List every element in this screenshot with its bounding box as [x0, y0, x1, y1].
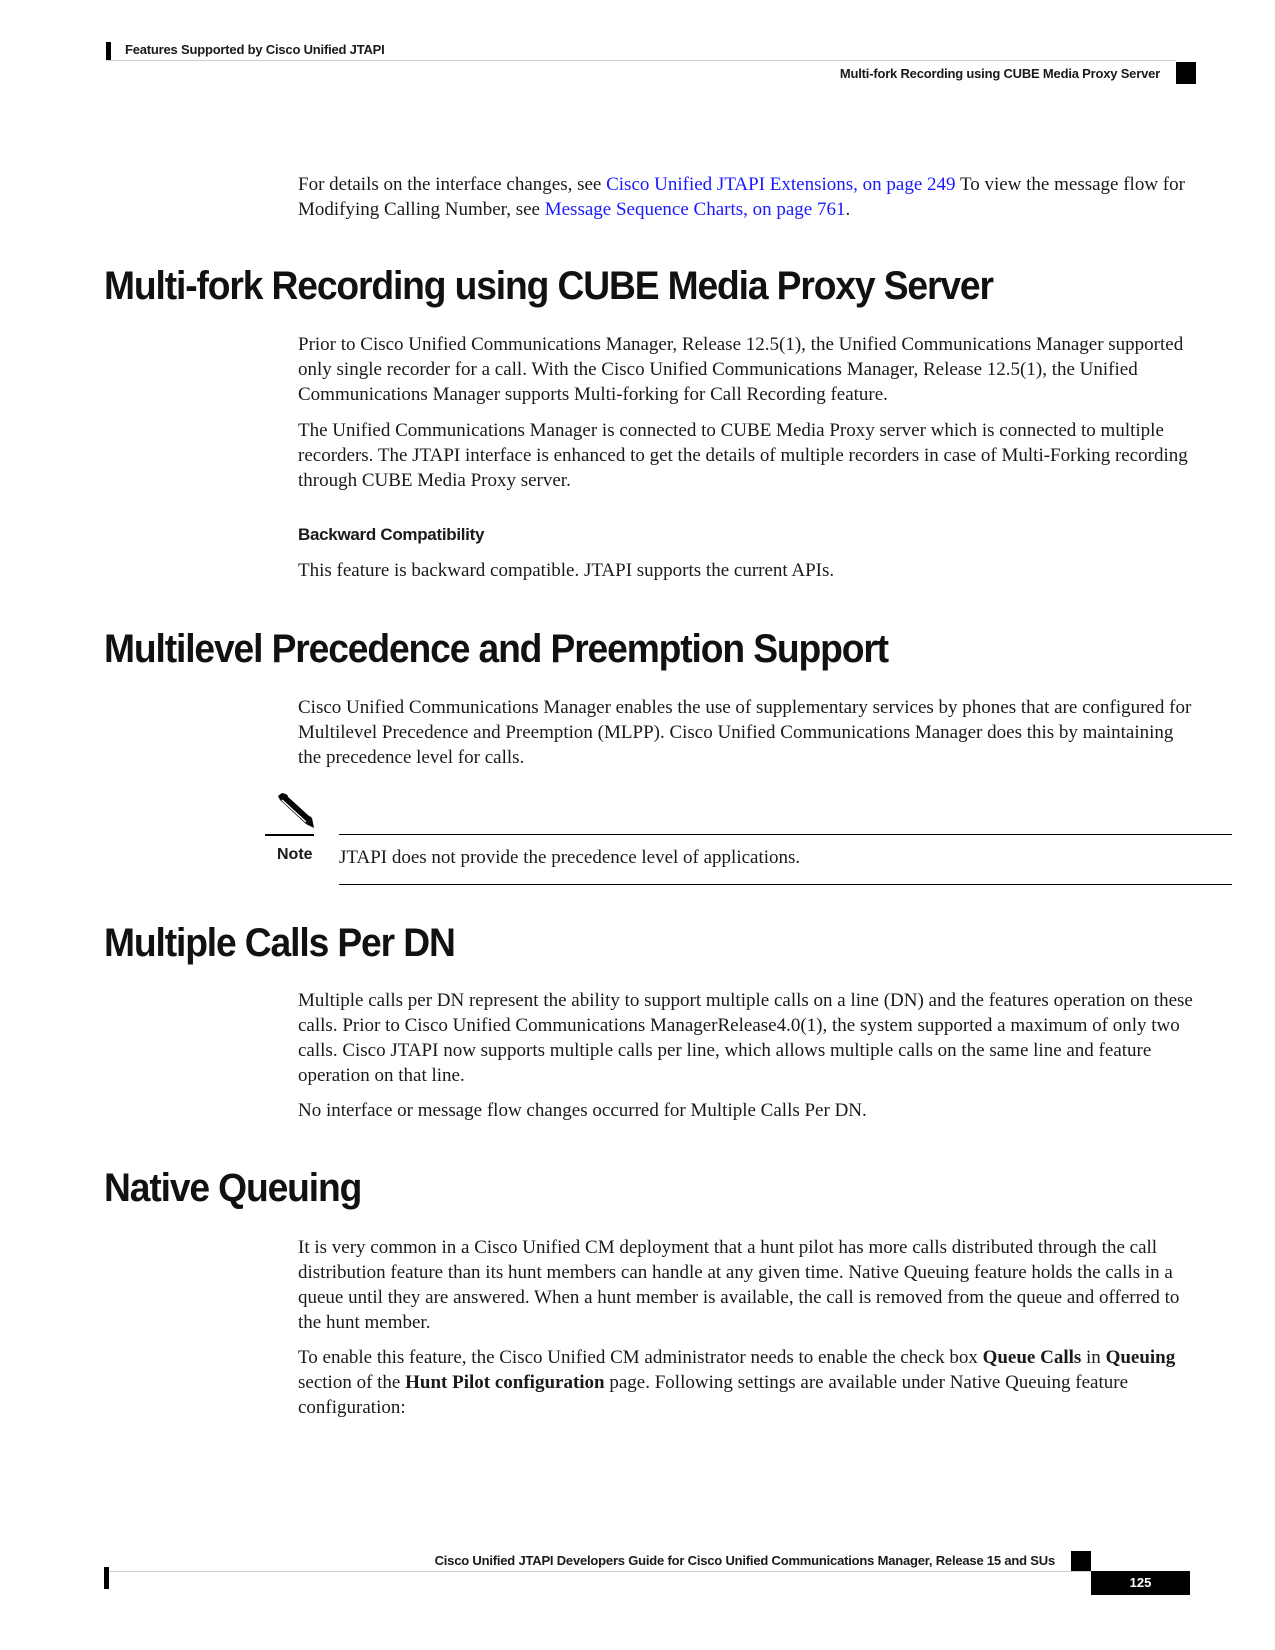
paragraph-text: in — [1081, 1347, 1106, 1368]
header-bar-left — [106, 42, 111, 60]
mlpp-paragraph: Cisco Unified Communications Manager enables the use of supplementary services by phones that are configured for Multilevel Precedence and Preemption (MLPP). Cisco Unified Communications Manager does this by maintaining the precedence level for calls. — [298, 697, 1192, 768]
link-message-sequence-charts[interactable]: Message Sequence Charts, on page 761 — [544, 199, 846, 220]
header-chapter-title: Features Supported by Cisco Unified JTAPI — [125, 42, 385, 57]
link-jtapi-extensions[interactable]: Cisco Unified JTAPI Extensions, on page 249 — [606, 174, 956, 195]
section-title-native-queuing: Native Queuing — [104, 1166, 362, 1210]
header-bar-right — [1176, 62, 1196, 84]
multifork-paragraph-2: The Unified Communications Manager is connected to CUBE Media Proxy server which is connected to multiple recorders. The JTAPI interface is enhanced to get the details of multiple recorders in case of Multi-Forking recording through CUBE Media Proxy server. — [298, 420, 1188, 491]
intro-paragraph — [298, 172, 1198, 222]
note-rule-short — [265, 834, 314, 836]
section-title-multifork: Multi-fork Recording using CUBE Media Proxy Server — [104, 264, 993, 308]
paragraph-text: To enable this feature, the Cisco Unified CM administrator needs to enable the check box — [298, 1347, 983, 1368]
header-rule — [106, 60, 1176, 61]
multiple-calls-paragraph-2: No interface or message flow changes occurred for Multiple Calls Per DN. — [298, 1100, 867, 1121]
ui-term-hunt-pilot-configuration: Hunt Pilot configuration — [405, 1372, 605, 1393]
note-label: Note — [277, 846, 313, 863]
footer-rule — [104, 1571, 1094, 1572]
ui-term-queuing: Queuing — [1105, 1347, 1176, 1368]
intro-text: For details on the interface changes, see — [298, 174, 607, 195]
section-title-multiple-calls: Multiple Calls Per DN — [104, 921, 455, 965]
intro-text: . — [845, 199, 851, 220]
subheading-backward-compatibility: Backward Compatibility — [298, 525, 485, 544]
paragraph-text: section of the — [298, 1372, 406, 1393]
multiple-calls-paragraph-1: Multiple calls per DN represent the ability to support multiple calls on a line (DN) and the features operation on these calls. Prior to Cisco Unified Communications ManagerRelease4.0(1), the system supported a maximum of only two calls. Cisco JTAPI now supports multiple calls per line, which allows multiple calls on the same line and feature operation on that line. — [298, 990, 1193, 1086]
backward-compatibility-paragraph: This feature is backward compatible. JTAPI supports the current APIs. — [298, 560, 835, 581]
paragraph-text: page. Following settings are available under Native Queuing feature configuration: — [298, 1372, 1129, 1418]
native-queuing-paragraph-2 — [298, 1345, 1198, 1420]
note-text: JTAPI does not provide the precedence level of applications. — [339, 847, 801, 868]
footer-bar-left — [104, 1567, 109, 1589]
footer-book-title: Cisco Unified JTAPI Developers Guide for Cisco Unified Communications Manager, Release 15 and SUs — [434, 1553, 1055, 1568]
intro-text: To view the message flow for Modifying Calling Number, see — [298, 174, 1185, 220]
footer-marker — [1071, 1551, 1091, 1571]
note-rule-top — [339, 834, 1232, 835]
ui-term-queue-calls: Queue Calls — [982, 1347, 1082, 1368]
section-title-mlpp: Multilevel Precedence and Preemption Support — [104, 627, 888, 671]
header-section-title: Multi-fork Recording using CUBE Media Proxy Server — [839, 66, 1160, 81]
note-rule-bottom — [339, 884, 1232, 885]
multifork-paragraph-1: Prior to Cisco Unified Communications Manager, Release 12.5(1), the Unified Communications Manager supported only single recorder for a call. With the Cisco Unified Communications Manager, Release 12.5(1), the Unified Communications Manager supports Multi-forking for Call Recording feature. — [298, 334, 1184, 405]
native-queuing-paragraph-1: It is very common in a Cisco Unified CM deployment that a hunt pilot has more calls distributed through the call distribution feature than its hunt members can handle at any given time. Native Queuing feature holds the calls in a queue until they are answered. When a hunt member is available, the call is removed from the queue and offerred to the hunt member. — [298, 1237, 1180, 1333]
pencil-note-icon — [272, 792, 316, 832]
page-number: 125 — [1091, 1571, 1190, 1595]
